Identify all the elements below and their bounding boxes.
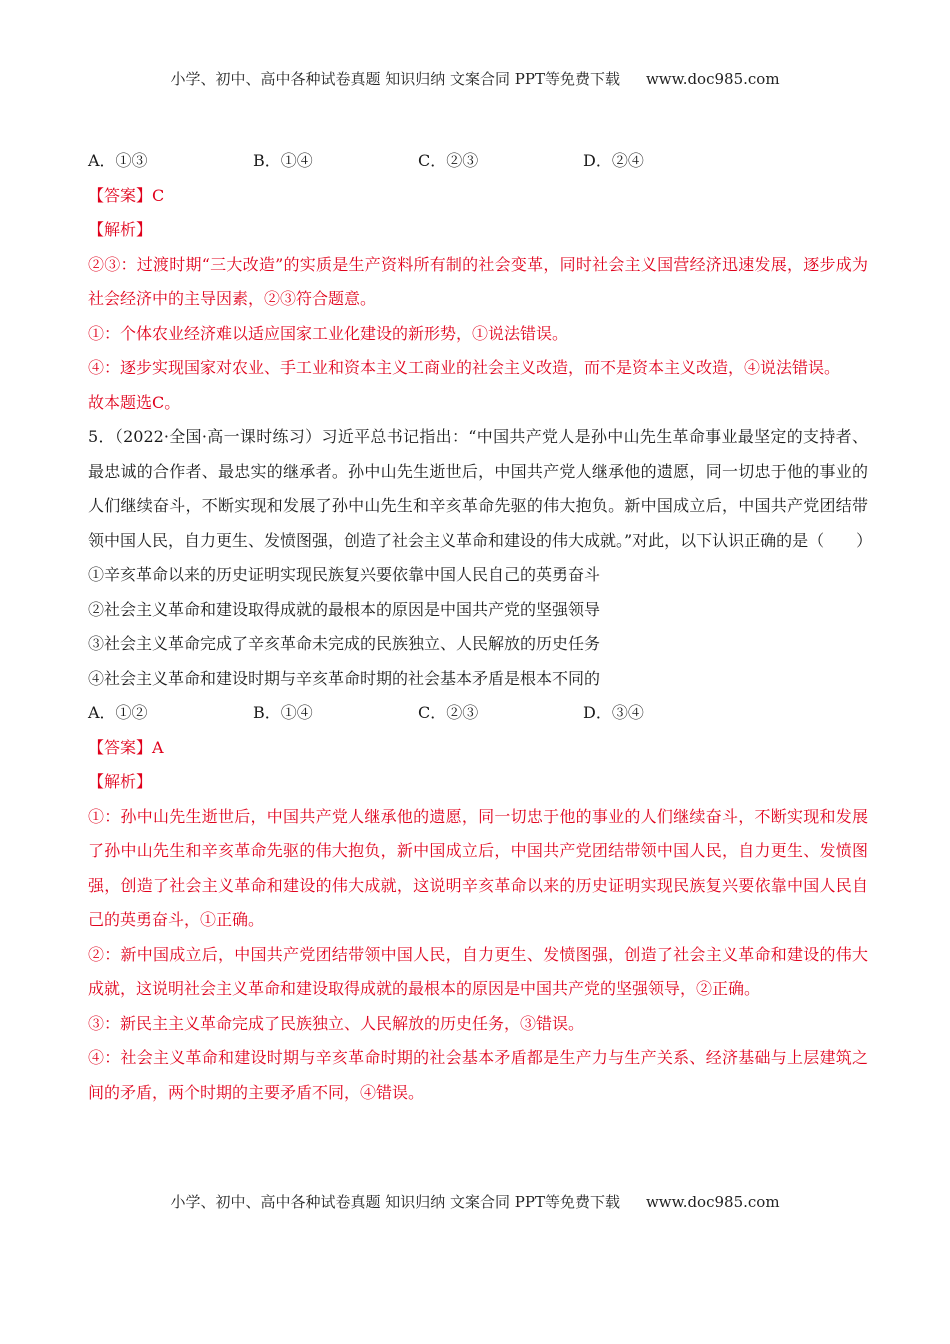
q4-conclusion: 故本题选C。 <box>88 392 181 412</box>
q5-statement-3: ③社会主义革命完成了辛亥革命未完成的民族独立、人民解放的历史任务 <box>88 634 601 653</box>
q4-analysis-2: ①：个体农业经济难以适应国家工业化建设的新形势，①说法错误。 <box>88 323 569 343</box>
footer-text: 小学、初中、高中各种试卷真题 知识归纳 文案合同 PPT等免费下载 <box>170 1193 620 1211</box>
q5-analysis-2: ②：新中国成立后，中国共产党团结带领中国人民，自力更生、发愤图强，创造了社会主义革命和建设的伟大成就，这说明社会主义革命和建设取得成就的最根本的原因是中国共产党的坚强领导，②正确。 <box>88 944 868 998</box>
q4-answer: 【答案】C <box>88 185 165 205</box>
q5-option-c: C．②③ <box>418 703 479 722</box>
page-header <box>0 68 950 89</box>
q4-option-d: D．②④ <box>583 151 644 170</box>
header-site-link[interactable]: www.doc985.com <box>645 70 780 88</box>
q4-analysis-label: 【解析】 <box>88 220 153 239</box>
q5-statement-4: ④社会主义革命和建设时期与辛亥革命时期的社会基本矛盾是根本不同的 <box>88 668 601 688</box>
q5-answer: 【答案】A <box>88 737 164 757</box>
q5-stem: 5．（2022·全国·高一课时练习）习近平总书记指出：“中国共产党人是孙中山先生革命事业最坚定的支持者、最忠诚的合作者、最忠实的继承者。孙中山先生逝世后，中国共产党人继承他的遗愿，同一切忠于他的事业的人们继续奋斗，不断实现和发展了孙中山先生和辛亥革命先驱的伟大抱负。新中国成立后，中国共产党团结带领中国人民，自力更生、发愤图强，创造了社会主义革命和建设的伟大成就。”对此，以下认识正确的是（ ） <box>88 427 873 550</box>
q4-analysis-1: ②③：过渡时期“三大改造”的实质是生产资料所有制的社会变革，同时社会主义国营经济迅速发展，逐步成为社会经济中的主导因素，②③符合题意。 <box>88 254 868 308</box>
q5-option-a: A．①② <box>88 703 148 722</box>
q5-analysis-3: ③：新民主主义革命完成了民族独立、人民解放的历史任务，③错误。 <box>88 1013 585 1033</box>
q5-option-d: D．③④ <box>583 703 644 722</box>
q4-options <box>88 144 868 179</box>
header-text: 小学、初中、高中各种试卷真题 知识归纳 文案合同 PPT等免费下载 <box>170 70 620 88</box>
q4-option-a: A．①③ <box>88 151 148 170</box>
q5-analysis-label: 【解析】 <box>88 772 153 791</box>
q4-option-b: B．①④ <box>253 151 313 170</box>
q5-options <box>88 696 868 731</box>
page-footer <box>0 1191 950 1212</box>
q5-option-b: B．①④ <box>253 703 313 722</box>
footer-site-link[interactable]: www.doc985.com <box>645 1193 780 1211</box>
q5-statement-1: ①辛亥革命以来的历史证明实现民族复兴要依靠中国人民自己的英勇奋斗 <box>88 565 601 584</box>
q5-statement-2: ②社会主义革命和建设取得成就的最根本的原因是中国共产党的坚强领导 <box>88 599 601 619</box>
document-body <box>88 144 873 1110</box>
q4-analysis-3: ④：逐步实现国家对农业、手工业和资本主义工商业的社会主义改造，而不是资本主义改造，④说法错误。 <box>88 358 841 377</box>
q5-analysis-4: ④：社会主义革命和建设时期与辛亥革命时期的社会基本矛盾都是生产力与生产关系、经济基础与上层建筑之间的矛盾，两个时期的主要矛盾不同，④错误。 <box>88 1048 868 1102</box>
q4-option-c: C．②③ <box>418 151 479 170</box>
q5-analysis-1: ①：孙中山先生逝世后，中国共产党人继承他的遗愿，同一切忠于他的事业的人们继续奋斗，不断实现和发展了孙中山先生和辛亥革命先驱的伟大抱负，新中国成立后，中国共产党团结带领中国人民，自力更生、发愤图强，创造了社会主义革命和建设的伟大成就，这说明辛亥革命以来的历史证明实现民族复兴要依靠中国人民自己的英勇奋斗，①正确。 <box>88 806 868 929</box>
